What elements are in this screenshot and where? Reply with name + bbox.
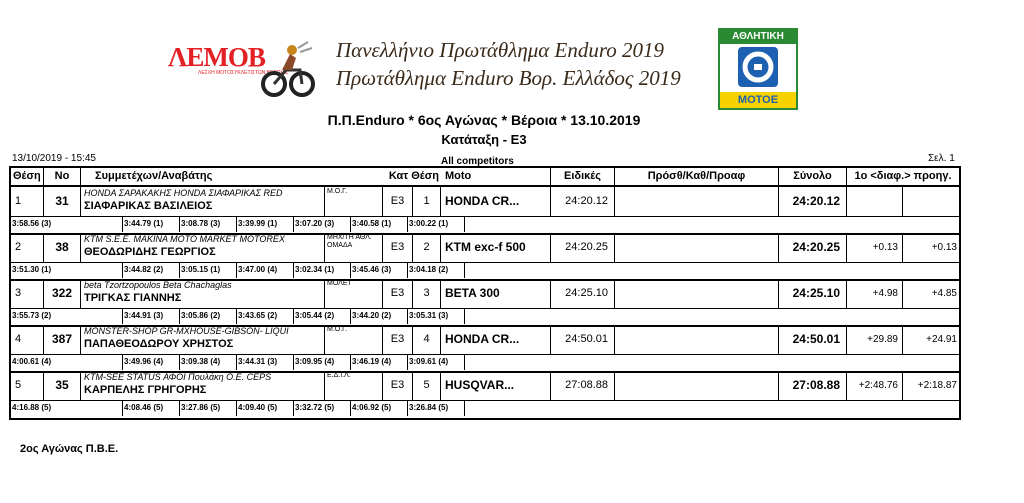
split-time: 3:46.19 (4) [351, 354, 408, 370]
rider-motorcycle: HONDA CR... [441, 325, 551, 354]
rider-diff-previous: +2:18.87 [917, 380, 957, 391]
rider-penalty [615, 233, 779, 262]
rider-category-position: 1 [413, 187, 441, 216]
split-time: 3:47.00 (4) [237, 262, 294, 278]
rider-club: Μ.Ο.Γ. [325, 187, 383, 216]
rider-position: 2 [11, 233, 44, 262]
rider-category: E3 [383, 371, 413, 400]
rider-total-time: 24:20.25 [779, 233, 847, 262]
split-time: 3:05.15 (1) [180, 262, 237, 278]
rider-main-row [11, 371, 959, 401]
rider-diff-previous [903, 187, 959, 216]
split-time: 3:32.72 (5) [294, 400, 351, 416]
lemov-logo-subtext: ΛΕΣΧΗ ΜΟΤΟΣΥΚΛΕΤΙΣΤΩΝ ΒΕΡΟΙΑΣ [198, 70, 289, 76]
rider-special-time: 24:25.10 [551, 279, 615, 308]
col-header-num: Νο [44, 168, 81, 185]
rider-name-cell [81, 371, 325, 400]
rider-special-time: 24:20.12 [551, 187, 615, 216]
split-time: 3:58.56 (3) [11, 216, 123, 232]
split-time: 3:09.95 (4) [294, 354, 351, 370]
rider-penalty [615, 325, 779, 354]
motoe-emblem-icon [738, 47, 778, 87]
rider-main-row [11, 279, 959, 309]
rider-split-times [11, 308, 959, 324]
rider-category-position: 5 [413, 371, 441, 400]
rider-motorcycle: KTM exc-f 500 [441, 233, 551, 262]
rider-total-time: 24:50.01 [779, 325, 847, 354]
split-time: 4:00.61 (4) [11, 354, 123, 370]
split-time: 3:49.96 (4) [123, 354, 180, 370]
split-time: 3:44.79 (1) [123, 216, 180, 232]
print-date-time: 13/10/2019 - 15:45 [12, 153, 96, 164]
rider-diff-previous: +24.91 [926, 334, 957, 345]
split-time: 3:09.38 (4) [180, 354, 237, 370]
col-header-pos: Θέση [11, 168, 44, 185]
split-time: 3:44.20 (2) [351, 308, 408, 324]
rider-motorcycle: BETA 300 [441, 279, 551, 308]
rider-team: beta Tzortzopoulos Beta Chachaglas [84, 280, 232, 290]
lemov-logo-text: ΛΕΜΟΒ [168, 42, 265, 72]
split-time: 4:08.46 (5) [123, 400, 180, 416]
rider-club: ΜΟΛΕΤ [325, 279, 383, 308]
table-row [11, 325, 959, 373]
rider-category-position: 4 [413, 325, 441, 354]
split-time: 3:02.34 (1) [294, 262, 351, 278]
rider-split-times [11, 354, 959, 370]
rider-number: 35 [44, 371, 81, 400]
rider-total-time: 27:08.88 [779, 371, 847, 400]
lemov-logo [168, 38, 318, 102]
rider-number: 38 [44, 233, 81, 262]
rider-name: ΚΑΡΠΕΛΗΣ ΓΡΗΓΟΡΗΣ [84, 384, 207, 396]
rider-special-time: 24:20.25 [551, 233, 615, 262]
split-time: 3:04.18 (2) [408, 262, 465, 278]
rider-penalty [615, 187, 779, 216]
rider-main-row [11, 325, 959, 355]
rider-motorcycle: HUSQVAR... [441, 371, 551, 400]
split-time: 3:43.65 (2) [237, 308, 294, 324]
split-time: 3:07.20 (3) [294, 216, 351, 232]
rider-category-position: 3 [413, 279, 441, 308]
split-time: 4:06.92 (5) [351, 400, 408, 416]
rider-number: 31 [44, 187, 81, 216]
rider-diff-first: +0.13 [847, 233, 903, 262]
rider-name: ΠΑΠΑΘΕΟΔΩΡΟΥ ΧΡΗΣΤΟΣ [84, 338, 234, 350]
rider-category: E3 [383, 233, 413, 262]
rider-category: E3 [383, 187, 413, 216]
rider-motorcycle: HONDA CR... [441, 187, 551, 216]
split-time: 3:00.22 (1) [408, 216, 465, 232]
rider-total-time: 24:25.10 [779, 279, 847, 308]
split-time: 3:44.82 (2) [123, 262, 180, 278]
split-time: 3:08.78 (3) [180, 216, 237, 232]
rider-special-time: 27:08.88 [551, 371, 615, 400]
rider-penalty [615, 279, 779, 308]
motorcycle-rider-icon [260, 40, 316, 98]
col-header-cat: Κατ Θέση [388, 170, 439, 182]
rider-split-times [11, 216, 959, 232]
rider-club: ΜΗΧ/ΤΗ ΑΘΛ. ΟΜΑΔΑ [325, 233, 383, 262]
page-number: Σελ. 1 [928, 153, 955, 164]
split-time: 4:16.88 (5) [11, 400, 123, 416]
rider-team: KTM-SEE STATUS ΑΦΟΙ Πουλάκη Ο.Ε. CEPS [84, 372, 272, 382]
rider-club: Μ.Ο.Γ. [325, 325, 383, 354]
split-time: 3:51.30 (1) [11, 262, 123, 278]
athletic-motoe-logo [718, 28, 798, 110]
rider-name: ΤΡΙΓΚΑΣ ΓΙΑΝΝΗΣ [84, 292, 182, 304]
rider-number: 322 [44, 279, 81, 308]
rider-team: KTM S.E.E. MAKINA MOTO MARKET MOTOREX [84, 234, 285, 244]
split-time: 3:27.86 (5) [180, 400, 237, 416]
split-time: 3:45.46 (3) [351, 262, 408, 278]
rider-main-row [11, 233, 959, 263]
split-time: 4:09.40 (5) [237, 400, 294, 416]
rider-split-times [11, 400, 959, 416]
rider-diff-first: +4.98 [847, 279, 903, 308]
col-header-total: Σύνολο [779, 168, 847, 185]
split-time: 3:05.31 (3) [408, 308, 465, 324]
rider-position: 4 [11, 325, 44, 354]
rider-penalty [615, 371, 779, 400]
rider-special-time: 24:50.01 [551, 325, 615, 354]
split-time: 3:55.73 (2) [11, 308, 123, 324]
rider-name-cell [81, 325, 325, 354]
rider-position: 5 [11, 371, 44, 400]
athletic-logo-bottom-text: ΜΟΤΟΕ [720, 92, 796, 108]
rider-diff-first: +29.89 [847, 325, 903, 354]
rider-category: E3 [383, 279, 413, 308]
col-header-moto: Moto [445, 168, 551, 185]
col-header-penalty: Πρόσθ/Καθ/Προαφ [615, 168, 779, 185]
rider-team: HONDA ΣΑΡΑΚΑΚΗΣ HONDA ΣΙΑΦΑΡΙΚΑΣ RED [84, 188, 283, 198]
footer-note: 2ος Αγώνας Π.Β.Ε. [20, 443, 119, 455]
rider-number: 387 [44, 325, 81, 354]
class-title: Κατάταξη - Ε3 [441, 132, 527, 147]
split-time: 3:39.99 (1) [237, 216, 294, 232]
split-time: 3:44.91 (3) [123, 308, 180, 324]
rider-diff-first [847, 187, 903, 216]
athletic-logo-top-text: ΑΘΛΗΤΙΚΗ [720, 30, 796, 44]
event-title: Π.Π.Enduro * 6ος Αγώνας * Βέροια * 13.10.2019 [327, 112, 641, 128]
rider-position: 1 [11, 187, 44, 216]
table-header [11, 168, 959, 187]
rider-main-row [11, 187, 959, 217]
rider-diff-previous: +0.13 [931, 242, 957, 253]
rider-diff-first: +2:48.76 [847, 371, 903, 400]
competitor-filter: All competitors [441, 156, 514, 167]
rider-team: MONSTER-SHOP GR-MXHOUSE-GIBSON- LIQUI [84, 326, 289, 336]
rider-category-position: 2 [413, 233, 441, 262]
table-row [11, 233, 959, 281]
rider-name-cell [81, 279, 325, 308]
rider-diff-previous: +4.85 [931, 288, 957, 299]
split-time: 3:44.31 (3) [237, 354, 294, 370]
rider-category: E3 [383, 325, 413, 354]
split-time: 3:05.44 (2) [294, 308, 351, 324]
split-time: 3:05.86 (2) [180, 308, 237, 324]
split-time: 3:40.58 (1) [351, 216, 408, 232]
table-row [11, 187, 959, 235]
split-time: 3:26.84 (5) [408, 400, 465, 416]
rider-total-time: 24:20.12 [779, 187, 847, 216]
rider-name: ΘΕΟΔΩΡΙΔΗΣ ΓΕΩΡΓΙΟΣ [84, 246, 216, 258]
rider-position: 3 [11, 279, 44, 308]
rider-name: ΣΙΑΦΑΡΙΚΑΣ ΒΑΣΙΛΕΙΟΣ [84, 200, 213, 212]
col-header-diff: 1ο <διαφ.> προηγ. [854, 170, 952, 182]
split-time: 3:09.61 (4) [408, 354, 465, 370]
table-row [11, 371, 959, 417]
championship-title: Πανελλήνιο Πρωτάθλημα Enduro 2019 [336, 38, 665, 62]
rider-name-cell [81, 233, 325, 262]
col-header-special: Ειδικές [551, 168, 615, 185]
table-row [11, 279, 959, 327]
rider-club: Ε.Δ.Ι.Λ. [325, 371, 383, 400]
rider-split-times [11, 262, 959, 278]
rider-name-cell [81, 187, 325, 216]
col-header-name: Συμμετέχων/Αναβάτης [95, 170, 213, 182]
regional-championship-title: Πρωτάθλημα Enduro Βορ. Ελλάδος 2019 [336, 66, 681, 90]
